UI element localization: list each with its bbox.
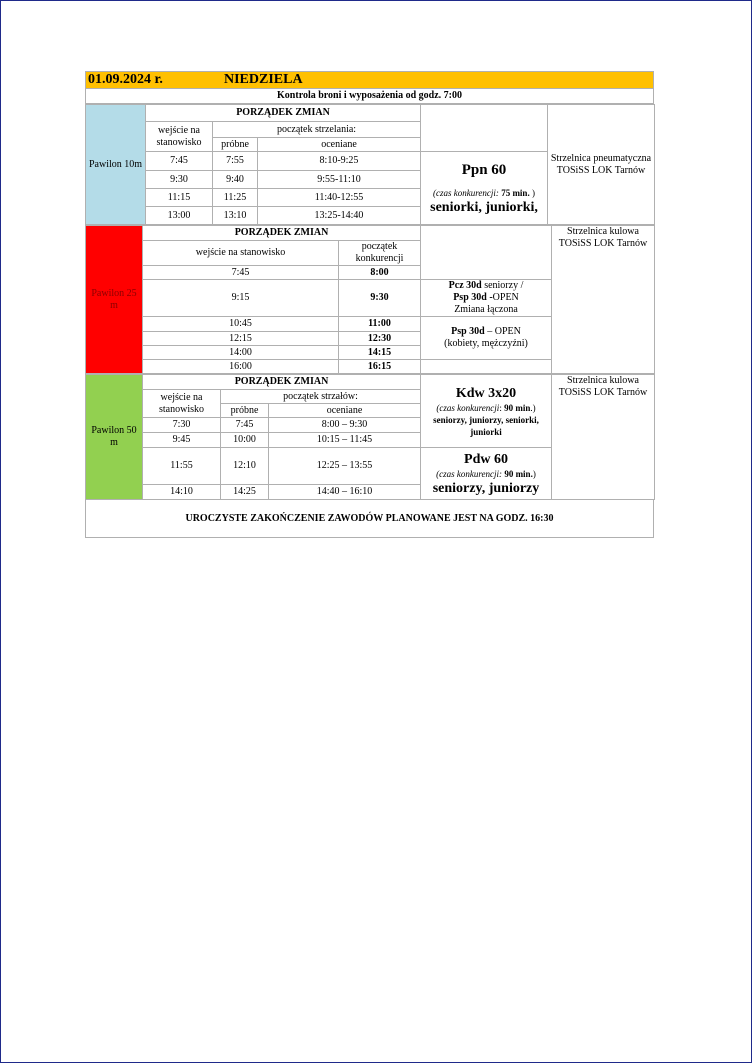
table-cell-scored: 9:55-11:10 [258, 171, 421, 189]
venue-cell: Strzelnica pneumatyczna TOSiSS LOK Tarnów [548, 105, 655, 225]
table-cell-practice: 7:45 [221, 418, 269, 433]
event-duration-value: 75 min. [501, 187, 530, 198]
event-ppn60 [421, 152, 548, 225]
event-pdw60 [421, 448, 552, 500]
date-label: 01.09.2024 r. [88, 72, 163, 87]
table-cell-scored: 8:00 – 9:30 [269, 418, 421, 433]
event-duration [423, 187, 545, 199]
event-groups: seniorki, juniorki, [430, 199, 538, 215]
table-cell-entry: 9:45 [143, 433, 221, 448]
shift-order-title: PORZĄDEK ZMIAN [143, 375, 421, 390]
event-duration-prefix: (czas konkurencji: [436, 468, 505, 479]
pavilion-25m-label: Pawilon 25 m [86, 226, 143, 374]
col-start-header: początek strzałów: [221, 390, 421, 404]
event-code: Pcz 30d [448, 280, 482, 291]
shift-order-title: PORZĄDEK ZMIAN [143, 226, 421, 241]
table-cell-entry: 7:45 [143, 266, 339, 280]
event-line [423, 326, 549, 338]
pavilion-50m-label: Pawilon 50 m [86, 375, 143, 500]
event-spacer [421, 360, 552, 374]
table-cell-entry: 11:55 [143, 448, 221, 485]
table-cell-entry: 14:10 [143, 485, 221, 500]
pavilion-10m-table [85, 104, 655, 225]
event-duration-separator: : [499, 402, 505, 413]
table-cell-scored: 12:25 – 13:55 [269, 448, 421, 485]
event-duration-prefix: (czas konkurencji [436, 402, 500, 413]
event-code: Psp 30d - [453, 292, 493, 303]
event-line [423, 292, 549, 304]
col-scored-header: oceniane [258, 138, 421, 152]
col-practice-header: próbne [213, 138, 258, 152]
table-cell-entry: 9:15 [143, 280, 339, 317]
table-cell-start: 16:15 [339, 360, 421, 374]
table-cell-scored: 10:15 – 11:45 [269, 433, 421, 448]
table-cell-scored: 14:40 – 16:10 [269, 485, 421, 500]
event-groups: seniorzy, juniorzy, seniorki, juniorki [433, 414, 539, 437]
schedule-document [85, 71, 654, 538]
event-duration-suffix: ) [529, 187, 535, 198]
table-cell-entry: 10:45 [143, 317, 339, 332]
event-note: (kobiety, mężczyźni) [444, 338, 528, 349]
event-kdw3x20 [421, 375, 552, 448]
event-groups: seniorzy, juniorzy [432, 480, 540, 496]
event-code: Psp 30d [451, 326, 485, 337]
table-cell-entry: 14:00 [143, 346, 339, 360]
venue-cell: Strzelnica kulowa TOSiSS LOK Tarnów [552, 375, 655, 500]
pavilion-25m-table [85, 225, 655, 374]
col-start-header: początek konkurencji [339, 241, 421, 266]
table-cell-scored: 11:40-12:55 [258, 189, 421, 207]
table-cell-practice: 7:55 [213, 152, 258, 171]
weapon-control-note: Kontrola broni i wyposażenia od godz. 7:00 [85, 89, 654, 104]
table-cell-start: 8:00 [339, 266, 421, 280]
event-name: Kdw 3x20 [455, 385, 517, 401]
col-practice-header: próbne [221, 404, 269, 418]
table-cell-practice: 10:00 [221, 433, 269, 448]
table-cell-start: 14:15 [339, 346, 421, 360]
pavilion-50m-table [85, 374, 655, 500]
table-cell-start: 9:30 [339, 280, 421, 317]
event-detail: OPEN [492, 292, 519, 303]
event-detail: seniorzy / [481, 280, 524, 291]
event-name: Pdw 60 [464, 451, 508, 467]
col-entry-header: wejście na stanowisko [143, 390, 221, 418]
col-start-header: początek strzelania: [213, 122, 421, 138]
table-cell-start: 11:00 [339, 317, 421, 332]
event-duration-prefix: (czas konkurencji: [433, 187, 502, 198]
event-duration-value: 90 min. [504, 468, 533, 479]
table-cell-start: 12:30 [339, 332, 421, 346]
table-cell-practice: 14:25 [221, 485, 269, 500]
event-spacer [421, 105, 548, 152]
col-entry-header: wejście na stanowisko [143, 241, 339, 266]
event-duration-suffix: .) [530, 402, 536, 413]
table-cell-scored: 13:25-14:40 [258, 207, 421, 225]
table-cell-practice: 11:25 [213, 189, 258, 207]
table-cell-entry: 12:15 [143, 332, 339, 346]
table-cell-entry: 13:00 [146, 207, 213, 225]
event-duration-suffix: ) [532, 468, 536, 479]
day-label: NIEDZIELA [224, 72, 303, 87]
table-cell-entry: 7:45 [146, 152, 213, 171]
event-duration [423, 468, 549, 480]
event-spacer [421, 226, 552, 280]
date-header [85, 71, 654, 89]
event-pcz-psp-combined [421, 280, 552, 317]
shift-order-title: PORZĄDEK ZMIAN [146, 105, 421, 122]
venue-cell: Strzelnica kulowa TOSiSS LOK Tarnów [552, 226, 655, 374]
table-cell-scored: 8:10-9:25 [258, 152, 421, 171]
table-cell-entry: 9:30 [146, 171, 213, 189]
table-cell-practice: 13:10 [213, 207, 258, 225]
event-line [423, 280, 549, 292]
closing-ceremony-note: UROCZYSTE ZAKOŃCZENIE ZAWODÓW PLANOWANE JEST NA GODZ. 16:30 [85, 500, 654, 538]
table-cell-practice: 9:40 [213, 171, 258, 189]
event-duration-value: 90 min [504, 402, 531, 413]
event-note: Zmiana łączona [454, 304, 518, 315]
event-name: Ppn 60 [461, 161, 507, 178]
event-detail: – OPEN [484, 326, 521, 337]
table-cell-entry: 7:30 [143, 418, 221, 433]
col-scored-header: oceniane [269, 404, 421, 418]
pavilion-10m-label: Pawilon 10m [86, 105, 146, 225]
table-cell-entry: 16:00 [143, 360, 339, 374]
event-psp-open [421, 317, 552, 360]
col-entry-header: wejście na stanowisko [146, 122, 213, 152]
table-cell-entry: 11:15 [146, 189, 213, 207]
event-duration [423, 402, 549, 414]
table-cell-practice: 12:10 [221, 448, 269, 485]
